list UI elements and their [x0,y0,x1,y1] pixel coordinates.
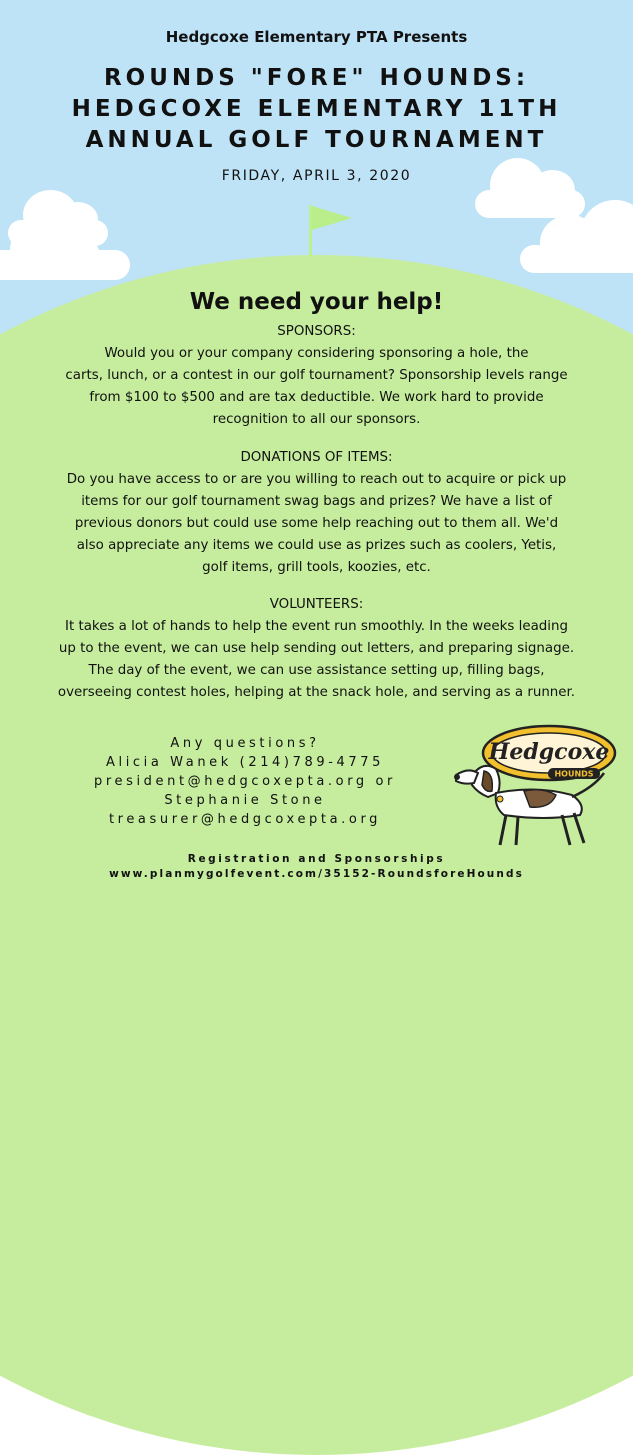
volunteers-section [30,594,603,704]
registration-link[interactable]: www.planmygolfevent.com/35152-RoundsforeHounds [109,868,524,880]
section-line: Would you or your company considering sponsoring a hole, the [104,346,529,361]
section-line: golf items, grill tools, koozies, etc. [202,560,431,575]
section-line: also appreciate any items we could use as prizes such as coolers, Yetis, [76,538,557,553]
footer-line: Registration and Sponsorships [187,853,446,865]
golf-flag-icon [312,206,352,230]
cloud-left [0,250,130,280]
event-date: FRIDAY, APRIL 3, 2020 [221,168,412,184]
cloud-right-upper [475,190,585,218]
logo-subtitle: HOUNDS [554,769,594,779]
title-line: HEDGCOXE ELEMENTARY 11TH [71,96,562,122]
section-line: recognition to all our sponsors. [212,412,421,427]
section-line: carts, lunch, or a contest in our golf tournament? Sponsorship levels range [65,368,568,383]
section-title: SPONSORS: [277,324,356,339]
contact-email-link[interactable]: president@hedgcoxepta.org or [93,774,396,789]
sponsors-section [30,321,603,431]
section-title: DONATIONS OF ITEMS: [240,450,393,465]
section-line: up to the event, we can use help sending out letters, and preparing signage. [58,641,575,656]
section-line: previous donors but could use some help reaching out to them all. We'd [74,516,559,531]
contact-line: Stephanie Stone [164,793,326,808]
contact-email-link[interactable]: treasurer@hedgcoxepta.org [108,812,382,827]
section-line: It takes a lot of hands to help the event run smoothly. In the weeks leading [65,619,568,634]
section-line: The day of the event, we can use assistance setting up, filling bags, [88,663,545,678]
presenter-line: Hedgcoxe Elementary PTA Presents [165,28,468,46]
section-title: VOLUNTEERS: [269,597,364,612]
contact-line: Any questions? [170,736,320,751]
footer [0,852,633,882]
hedgcoxe-hounds-logo [444,715,624,850]
contact-line: Alicia Wanek (214)789-4775 [105,755,384,770]
section-line: overseeing contest holes, helping at the snack hole, and serving as a runner. [57,685,576,700]
event-title [0,63,633,156]
section-line: items for our golf tournament swag bags and prizes? We have a list of [81,494,552,509]
title-line: ROUNDS "FORE" HOUNDS: [103,65,530,91]
logo-name: Hedgcoxe [488,739,610,765]
cloud-right [520,245,633,273]
donations-section [30,447,603,579]
section-line: Do you have access to or are you willing to reach out to acquire or pick up [66,472,567,487]
title-line: ANNUAL GOLF TOURNAMENT [85,127,548,153]
contact-block [60,734,430,829]
section-line: from $100 to $500 and are tax deductible. We work hard to provide [89,390,544,405]
help-heading: We need your help! [189,289,444,315]
